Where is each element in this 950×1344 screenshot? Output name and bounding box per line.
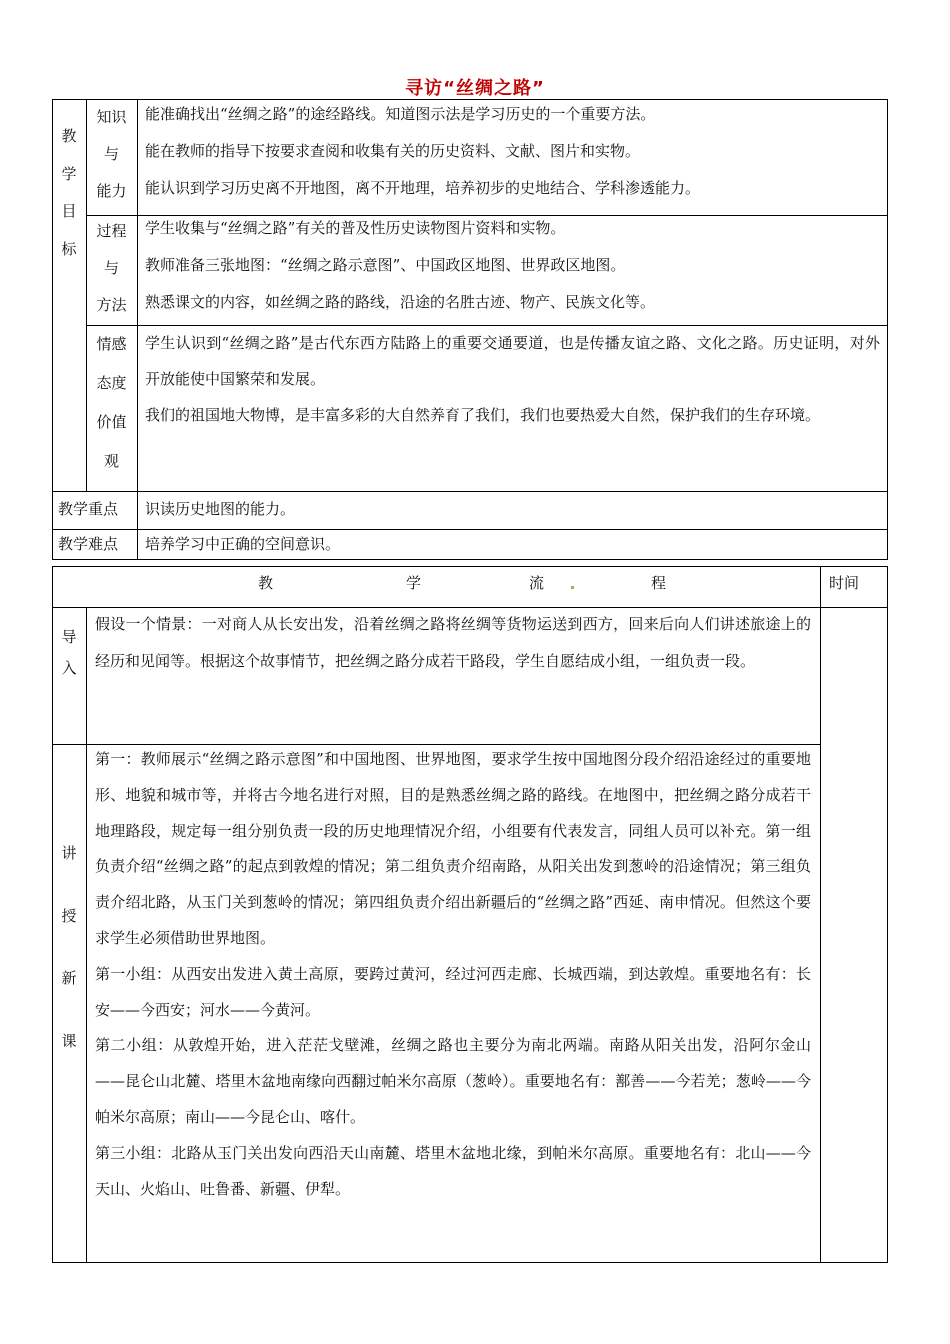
key-point-content: 识读历史地图的能力。 [145,500,296,518]
process-label: 过程 与 方法 [96,222,127,314]
knowledge-content: 能准确找出“丝绸之路”的途经路线。知道图示法是学习历史的一个重要方法。 能在教师的指导下按要求查阅和收集有关的历史资料、文献、图片和实物。 能认识到学习历史离不开地图，离不开地理，培养初步的史地结合、学科渗透能力。 [145,105,701,197]
difficulty-label: 教学难点 [58,535,119,553]
objectives-label: 教 学 目 标 [61,127,77,258]
new-lesson-content: 第一：教师展示“丝绸之路示意图”和中国地图、世界地图，要求学生按中国地图分段介绍沿途经过的重要地形、地貌和城市等，并将古今地名进行对照，目的是熟悉丝绸之路的路线。在地图中，把丝绸之路分成若干地理路段，规定每一组分别负责一段的历史地理情况介绍，小组要有代表发言，同组人员可以补充。第一组负责介绍“丝绸之路”的起点到敦煌的情况；第二组负责介绍南路，从阳关出发到葱岭的沿途情况；第三组负责介绍北路，从玉门关到葱岭的情况；第四组负责介绍出新疆后的“丝绸之路”西延、南申情况。但然这个要求学生必须借助世界地图。 第一小组：从西安出发进入黄土高原，要跨过黄河，经过河西走廊、长城西端，到达敦煌。重要地名有：长安——今西安；河水——今黄河。 第二小组：从敦煌开始，进入茫茫戈壁滩，丝绸之路也主要分为南北两端。南路从阳关出发，沿阿尔金山——昆仑山北麓、塔里木盆地南缘向西翻过帕米尔高原（葱岭）。重要地名有：鄯善——今若羌；葱岭——今帕米尔高原；南山——今昆仑山、喀什。 第三小组：北路从玉门关出发向西沿天山南麓、塔里木盆地北缘，到帕米尔高原。重要地名有：北山——今天山、火焰山、吐鲁番、新疆、伊犁。 [95,750,811,1198]
page-title: 寻访“丝绸之路” [405,78,545,99]
intro-content: 假设一个情景：一对商人从长安出发，沿着丝绸之路将丝绸等货物运送到西方，回来后向人们讲述旅途上的经历和见闻等。根据这个故事情节，把丝绸之路分成若干路段，学生自愿结成小组，一组负责一段。 [95,615,811,670]
process-content: 学生收集与“丝绸之路”有关的普及性历史读物图片资料和实物。 教师准备三张地图：“丝绸之路示意图”、中国政区地图、世界政区地图。 熟悉课文的内容，如丝绸之路的路线，沿途的名胜古迹、物产、民族文化等。 [145,219,656,311]
new-lesson-label: 讲 授 新 课 [61,844,77,1050]
emotion-content: 学生认识到“丝绸之路”是古代东西方陆路上的重要交通要道，也是传播友谊之路、文化之路。历史证明，对外开放能使中国繁荣和发展。 我们的祖国地大物博，是丰富多彩的大自然养育了我们，我们也要热爱大自然，保护我们的生存环境。 [145,334,880,424]
knowledge-label: 知识 与 能力 [96,108,127,200]
time-header: 时间 [829,574,860,592]
difficulty-content: 培养学习中正确的空间意识。 [145,535,341,553]
intro-label: 导 入 [61,628,77,677]
emotion-label: 情感 态度 价值 观 [96,335,127,470]
flow-header: 教 学 流 程 [258,574,667,592]
key-point-label: 教学重点 [58,500,119,518]
